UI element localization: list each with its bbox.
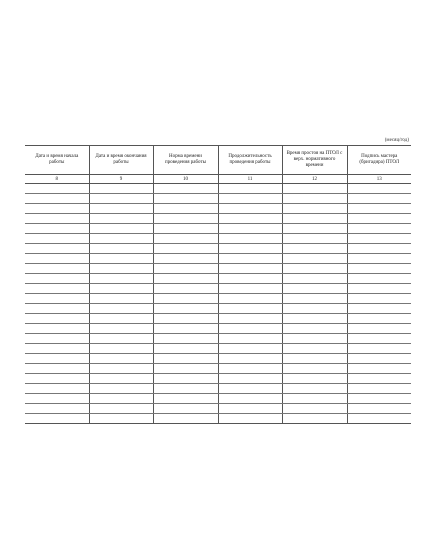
table-cell[interactable] (89, 354, 153, 364)
table-cell[interactable] (218, 284, 282, 294)
table-cell[interactable] (282, 274, 347, 284)
table-cell[interactable] (282, 204, 347, 214)
table-cell[interactable] (25, 244, 89, 254)
table-cell[interactable] (153, 324, 218, 334)
table-cell[interactable] (153, 264, 218, 274)
table-cell[interactable] (347, 414, 411, 424)
table-cell[interactable] (282, 414, 347, 424)
table-body (25, 184, 411, 424)
table-cell[interactable] (347, 374, 411, 384)
table-cell[interactable] (282, 374, 347, 384)
table-cell[interactable] (25, 184, 89, 194)
column-number: 10 (153, 175, 218, 184)
table-cell[interactable] (153, 194, 218, 204)
table-cell[interactable] (153, 284, 218, 294)
table-cell[interactable] (89, 214, 153, 224)
table-cell[interactable] (153, 274, 218, 284)
table-row (25, 274, 411, 284)
table-cell[interactable] (347, 304, 411, 314)
table-row (25, 404, 411, 414)
column-header-duration: Продолжительность проведения работы (218, 146, 282, 175)
table-cell[interactable] (282, 394, 347, 404)
table-cell[interactable] (218, 204, 282, 214)
table-cell[interactable] (25, 254, 89, 264)
table-cell[interactable] (89, 254, 153, 264)
table-cell[interactable] (153, 354, 218, 364)
table-row (25, 384, 411, 394)
table-cell[interactable] (347, 324, 411, 334)
table-cell[interactable] (89, 394, 153, 404)
table-cell[interactable] (347, 364, 411, 374)
table-cell[interactable] (282, 354, 347, 364)
table-cell[interactable] (347, 224, 411, 234)
table-row (25, 394, 411, 404)
table-row (25, 364, 411, 374)
table-cell[interactable] (282, 264, 347, 274)
table-cell[interactable] (218, 404, 282, 414)
table-cell[interactable] (282, 284, 347, 294)
table-cell[interactable] (347, 354, 411, 364)
table-cell[interactable] (218, 314, 282, 324)
table-row (25, 314, 411, 324)
table-row (25, 334, 411, 344)
table-cell[interactable] (218, 304, 282, 314)
table-cell[interactable] (347, 274, 411, 284)
table-cell[interactable] (153, 244, 218, 254)
column-header-end-time: Дата и время окончания работы (89, 146, 153, 175)
table-cell[interactable] (218, 244, 282, 254)
table-row (25, 284, 411, 294)
table-cell[interactable] (347, 334, 411, 344)
table-cell[interactable] (153, 184, 218, 194)
table-cell[interactable] (218, 274, 282, 284)
table-cell[interactable] (89, 224, 153, 234)
table-cell[interactable] (25, 214, 89, 224)
table-cell[interactable] (153, 254, 218, 264)
table-cell[interactable] (218, 394, 282, 404)
table-cell[interactable] (89, 344, 153, 354)
table-cell[interactable] (347, 294, 411, 304)
column-header-time-norm: Норма времени проведения работы (153, 146, 218, 175)
table-cell[interactable] (89, 334, 153, 344)
table-cell[interactable] (89, 314, 153, 324)
column-number: 8 (25, 175, 89, 184)
column-header-downtime: Время простоя на ПТОЛ с верх. нормативного времени (282, 146, 347, 175)
table-cell[interactable] (153, 344, 218, 354)
table-row (25, 254, 411, 264)
table-cell[interactable] (153, 364, 218, 374)
table-cell[interactable] (89, 364, 153, 374)
table-row (25, 194, 411, 204)
column-number: 13 (347, 175, 411, 184)
table-cell[interactable] (89, 374, 153, 384)
table-row (25, 204, 411, 214)
table-cell[interactable] (218, 224, 282, 234)
table-cell[interactable] (218, 214, 282, 224)
table-cell[interactable] (282, 404, 347, 414)
table-cell[interactable] (282, 244, 347, 254)
table-cell[interactable] (218, 374, 282, 384)
table-cell[interactable] (153, 394, 218, 404)
table-cell[interactable] (347, 254, 411, 264)
table-row (25, 224, 411, 234)
table-cell[interactable] (282, 304, 347, 314)
column-number-row (25, 175, 411, 184)
table-cell[interactable] (89, 274, 153, 284)
table-cell[interactable] (153, 204, 218, 214)
table-cell[interactable] (25, 364, 89, 374)
table-cell[interactable] (89, 234, 153, 244)
table-cell[interactable] (153, 234, 218, 244)
table-cell[interactable] (282, 184, 347, 194)
table-row (25, 184, 411, 194)
table-cell[interactable] (347, 284, 411, 294)
table-cell[interactable] (347, 244, 411, 254)
table-cell[interactable] (218, 354, 282, 364)
table-row (25, 304, 411, 314)
table-cell[interactable] (153, 304, 218, 314)
table-cell[interactable] (25, 234, 89, 244)
work-log-table (25, 145, 411, 424)
table-cell[interactable] (25, 394, 89, 404)
table-cell[interactable] (25, 374, 89, 384)
table-cell[interactable] (218, 334, 282, 344)
table-row (25, 294, 411, 304)
table-cell[interactable] (89, 384, 153, 394)
table-cell[interactable] (347, 404, 411, 414)
table-cell[interactable] (153, 404, 218, 414)
month-year-caption: (месяц/год) (384, 138, 409, 143)
table-cell[interactable] (89, 294, 153, 304)
table-row (25, 374, 411, 384)
table-cell[interactable] (25, 314, 89, 324)
table-cell[interactable] (218, 324, 282, 334)
table-cell[interactable] (218, 294, 282, 304)
table-cell[interactable] (25, 354, 89, 364)
table-row (25, 344, 411, 354)
table-cell[interactable] (25, 294, 89, 304)
table-cell[interactable] (347, 194, 411, 204)
table-cell[interactable] (153, 214, 218, 224)
header-row (25, 146, 411, 175)
table-cell[interactable] (153, 384, 218, 394)
table-row (25, 234, 411, 244)
table-cell[interactable] (89, 194, 153, 204)
table-cell[interactable] (282, 224, 347, 234)
table-cell[interactable] (25, 324, 89, 334)
table-cell[interactable] (282, 214, 347, 224)
table-cell[interactable] (25, 224, 89, 234)
table-row (25, 214, 411, 224)
column-number: 12 (282, 175, 347, 184)
table-cell[interactable] (282, 334, 347, 344)
table-cell[interactable] (25, 344, 89, 354)
table-cell[interactable] (218, 414, 282, 424)
table-row (25, 324, 411, 334)
table-cell[interactable] (25, 264, 89, 274)
table-cell[interactable] (89, 414, 153, 424)
table-cell[interactable] (347, 344, 411, 354)
table-cell[interactable] (25, 404, 89, 414)
table-cell[interactable] (25, 284, 89, 294)
table-cell[interactable] (25, 204, 89, 214)
table-cell[interactable] (153, 334, 218, 344)
table-cell[interactable] (218, 364, 282, 374)
table-cell[interactable] (282, 324, 347, 334)
table-cell[interactable] (153, 224, 218, 234)
column-number: 11 (218, 175, 282, 184)
table-cell[interactable] (347, 204, 411, 214)
table-cell[interactable] (282, 234, 347, 244)
table-cell[interactable] (347, 314, 411, 324)
table-cell[interactable] (282, 344, 347, 354)
table-cell[interactable] (218, 254, 282, 264)
table-cell[interactable] (89, 204, 153, 214)
table-cell[interactable] (347, 264, 411, 274)
table-cell[interactable] (218, 184, 282, 194)
table-cell[interactable] (25, 414, 89, 424)
table-cell[interactable] (282, 254, 347, 264)
table-cell[interactable] (282, 364, 347, 374)
table-row (25, 414, 411, 424)
table-cell[interactable] (347, 384, 411, 394)
column-number: 9 (89, 175, 153, 184)
table-cell[interactable] (89, 264, 153, 274)
table-row (25, 264, 411, 274)
table-cell[interactable] (89, 244, 153, 254)
table-cell[interactable] (218, 234, 282, 244)
table-cell[interactable] (25, 384, 89, 394)
column-header-signature: Подпись мастера (бригадира) ПТОЛ (347, 146, 411, 175)
table-cell[interactable] (153, 414, 218, 424)
table-cell[interactable] (153, 314, 218, 324)
table-cell[interactable] (347, 214, 411, 224)
table-cell[interactable] (89, 304, 153, 314)
table-cell[interactable] (282, 384, 347, 394)
table-row (25, 244, 411, 254)
column-header-start-time: Дата и время начала работы (25, 146, 89, 175)
table-cell[interactable] (282, 294, 347, 304)
table-cell[interactable] (25, 304, 89, 314)
table-cell[interactable] (25, 274, 89, 284)
table-cell[interactable] (25, 334, 89, 344)
table-cell[interactable] (89, 184, 153, 194)
table-cell[interactable] (282, 314, 347, 324)
table-cell[interactable] (347, 234, 411, 244)
table-cell[interactable] (25, 194, 89, 204)
table-cell[interactable] (153, 374, 218, 384)
table-cell[interactable] (218, 194, 282, 204)
table-cell[interactable] (347, 184, 411, 194)
table-cell[interactable] (282, 194, 347, 204)
table-cell[interactable] (218, 384, 282, 394)
table-cell[interactable] (153, 294, 218, 304)
table-cell[interactable] (89, 284, 153, 294)
table-cell[interactable] (89, 324, 153, 334)
table-row (25, 354, 411, 364)
table-cell[interactable] (89, 404, 153, 414)
table-cell[interactable] (218, 344, 282, 354)
table-cell[interactable] (218, 264, 282, 274)
table-cell[interactable] (347, 394, 411, 404)
